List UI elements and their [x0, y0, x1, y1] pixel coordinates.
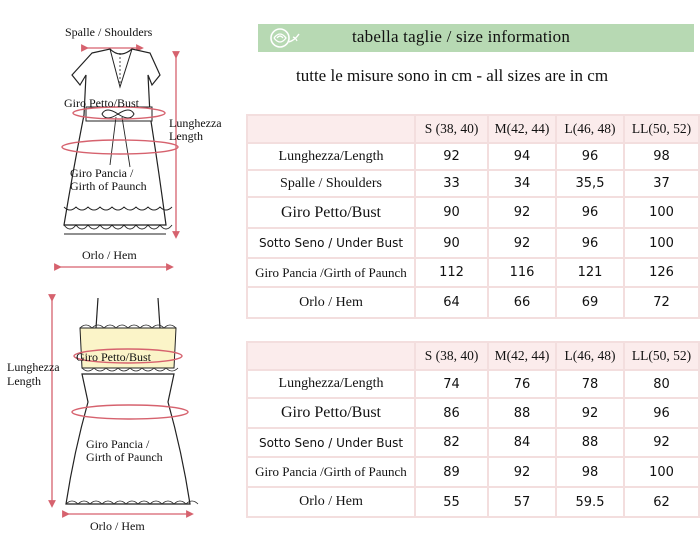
table-row — [247, 287, 699, 318]
row-label: Lunghezza/Length — [247, 370, 415, 398]
label-bust: Giro Petto/Bust — [76, 350, 152, 364]
row-label: Giro Petto/Bust — [247, 398, 415, 428]
cell: 35,5 — [556, 170, 624, 197]
header-cell — [247, 115, 415, 143]
cell: 96 — [556, 228, 624, 258]
cell: 69 — [556, 287, 624, 318]
cell: 116 — [488, 258, 556, 287]
table-row — [247, 487, 699, 517]
cell: 92 — [556, 398, 624, 428]
row-label: Spalle / Shoulders — [247, 170, 415, 197]
cell: 92 — [624, 428, 699, 457]
label-hem: Orlo / Hem — [90, 519, 145, 533]
cell: 96 — [556, 143, 624, 170]
label-length-1: Lunghezza — [7, 360, 60, 374]
cell: 96 — [556, 197, 624, 228]
label-length-1: Lunghezza — [169, 116, 222, 130]
size-table-slip — [246, 341, 700, 518]
header-cell: S (38, 40) — [415, 115, 488, 143]
cell: 112 — [415, 258, 488, 287]
page-title: tabella taglie / size information — [352, 27, 571, 46]
cell: 62 — [624, 487, 699, 517]
cell: 100 — [624, 228, 699, 258]
header-cell: L(46, 48) — [556, 115, 624, 143]
table-row — [247, 258, 699, 287]
cell: 89 — [415, 457, 488, 487]
cell: 121 — [556, 258, 624, 287]
table-row — [247, 398, 699, 428]
header-cell: M(42, 44) — [488, 342, 556, 370]
cell: 34 — [488, 170, 556, 197]
row-label: Giro Pancia /Girth of Paunch — [247, 258, 415, 287]
cell: 100 — [624, 197, 699, 228]
table-row — [247, 370, 699, 398]
label-length-2: Length — [169, 129, 203, 143]
cell: 72 — [624, 287, 699, 318]
row-label: Sotto Seno / Under Bust — [247, 428, 415, 457]
cell: 126 — [624, 258, 699, 287]
cell: 92 — [488, 197, 556, 228]
row-label: Sotto Seno / Under Bust — [247, 228, 415, 258]
header-cell: L(46, 48) — [556, 342, 624, 370]
rose-icon — [262, 26, 302, 50]
row-label: Orlo / Hem — [247, 487, 415, 517]
label-paunch-2: Girth of Paunch — [70, 179, 147, 193]
cell: 90 — [415, 228, 488, 258]
cell: 94 — [488, 143, 556, 170]
cell: 96 — [624, 398, 699, 428]
dress-diagram — [40, 35, 240, 275]
table-row — [247, 228, 699, 258]
cell: 74 — [415, 370, 488, 398]
table-header-row — [247, 342, 699, 370]
cell: 92 — [488, 228, 556, 258]
slip-diagram — [40, 292, 200, 522]
row-label: Orlo / Hem — [247, 287, 415, 318]
row-label: Giro Petto/Bust — [247, 197, 415, 228]
header-cell — [247, 342, 415, 370]
table-row — [247, 197, 699, 228]
label-shoulders: Spalle / Shoulders — [65, 25, 153, 39]
row-label: Lunghezza/Length — [247, 143, 415, 170]
cell: 37 — [624, 170, 699, 197]
page-subtitle: tutte le misure sono in cm - all sizes are in cm — [296, 66, 609, 85]
cell: 92 — [415, 143, 488, 170]
header-cell: S (38, 40) — [415, 342, 488, 370]
cell: 98 — [624, 143, 699, 170]
label-bust: Giro Petto/Bust — [64, 96, 140, 110]
cell: 84 — [488, 428, 556, 457]
table-row — [247, 457, 699, 487]
cell: 80 — [624, 370, 699, 398]
cell: 98 — [556, 457, 624, 487]
cell: 82 — [415, 428, 488, 457]
size-table-dress — [246, 114, 700, 319]
cell: 76 — [488, 370, 556, 398]
cell: 90 — [415, 197, 488, 228]
row-label: Giro Pancia /Girth of Paunch — [247, 457, 415, 487]
label-length-2: Length — [7, 374, 41, 388]
cell: 100 — [624, 457, 699, 487]
label-paunch-2: Girth of Paunch — [86, 450, 163, 464]
label-paunch-1: Giro Pancia / — [70, 166, 134, 180]
table-row — [247, 170, 699, 197]
cell: 78 — [556, 370, 624, 398]
table-header-row — [247, 115, 699, 143]
title-banner — [258, 24, 694, 52]
cell: 55 — [415, 487, 488, 517]
cell: 92 — [488, 457, 556, 487]
cell: 88 — [488, 398, 556, 428]
label-paunch-1: Giro Pancia / — [86, 437, 150, 451]
cell: 57 — [488, 487, 556, 517]
cell: 66 — [488, 287, 556, 318]
cell: 33 — [415, 170, 488, 197]
header-cell: LL(50, 52) — [624, 115, 699, 143]
header-cell: LL(50, 52) — [624, 342, 699, 370]
header-cell: M(42, 44) — [488, 115, 556, 143]
cell: 88 — [556, 428, 624, 457]
table-row — [247, 428, 699, 457]
label-hem: Orlo / Hem — [82, 248, 137, 262]
table-row — [247, 143, 699, 170]
cell: 59.5 — [556, 487, 624, 517]
cell: 64 — [415, 287, 488, 318]
cell: 86 — [415, 398, 488, 428]
